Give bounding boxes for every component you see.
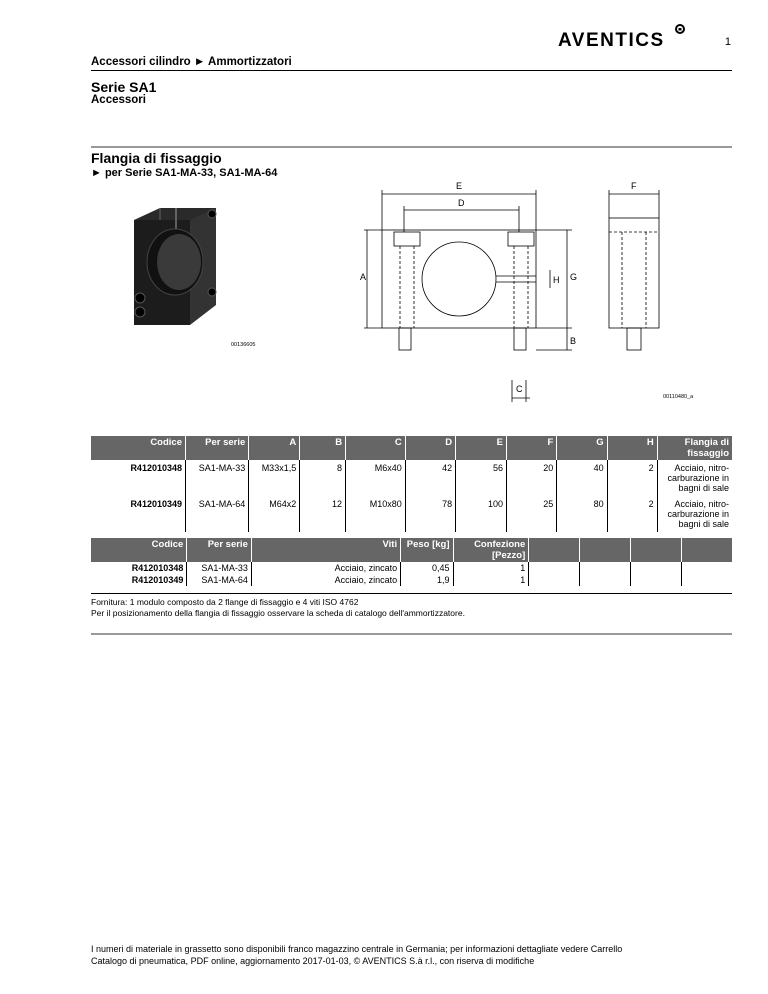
footer-line: I numeri di materiale in grassetto sono disponibili franco magazzino centrale in Germania; per informazioni dettagliate vedere Carrello [91,944,623,954]
section-divider [91,146,732,148]
dim-label-h: H [553,275,560,285]
col-header: B [300,436,346,460]
header-divider [91,70,732,71]
cell: 80 [557,496,607,532]
cell: 1 [453,562,529,574]
cell-code: R412010349 [130,499,182,509]
col-header: A [249,436,300,460]
col-header-empty [529,538,580,562]
col-header-empty [580,538,631,562]
cell: 2 [607,496,657,532]
weight-table [91,538,732,586]
cell: Acciaio, nitro-carburazione in bagni di sale [657,460,732,496]
series-subtitle: Accessori [91,94,146,106]
cell-empty [631,574,682,586]
col-header: Per serie [186,436,249,460]
cell: 56 [456,460,507,496]
col-header: Codice [91,436,186,460]
cell: 40 [557,460,607,496]
cell-empty [682,562,732,574]
table-header-row [91,538,732,562]
cell: SA1-MA-33 [187,562,252,574]
col-header: F [506,436,556,460]
cell: Acciaio, zincato [251,562,400,574]
cell: 12 [300,496,346,532]
cell: M64x2 [249,496,300,532]
aventics-logo-icon [558,24,686,50]
table-row [91,460,732,496]
col-header: D [405,436,455,460]
cell: 2 [607,460,657,496]
cell: 78 [405,496,455,532]
photo-code: 00136605 [231,342,256,348]
col-header: C [346,436,406,460]
brand-logo [558,24,686,55]
cell-empty [682,574,732,586]
page-number: 1 [724,36,731,48]
dimensions-table [91,436,732,532]
col-header: Per serie [187,538,252,562]
cell-empty [580,562,631,574]
cell-code: R412010348 [130,463,182,473]
table-header-row [91,436,732,460]
col-header: H [607,436,657,460]
cell: 100 [456,496,507,532]
section-end-divider [91,633,732,635]
cell-empty [580,574,631,586]
cell: 25 [506,496,556,532]
cell: Acciaio, nitro-carburazione in bagni di sale [657,496,732,532]
product-photo [120,200,230,335]
col-header: Viti [251,538,400,562]
cell-code: R412010348 [131,563,184,573]
dim-label-d: D [458,198,465,208]
col-header-empty [631,538,682,562]
dim-label-g: G [570,272,578,282]
cell: 42 [405,460,455,496]
section-title: Flangia di fissaggio [91,150,222,166]
series-title: Serie SA1 [91,79,157,95]
col-header: G [557,436,607,460]
cell: M6x40 [346,460,406,496]
col-header: Peso [kg] [401,538,453,562]
cell: SA1-MA-64 [186,496,249,532]
cell: SA1-MA-33 [186,460,249,496]
dim-label-a: A [360,272,367,282]
page-footer [91,943,622,967]
col-header: Codice [91,538,187,562]
dim-label-b: B [570,336,577,346]
cell: 8 [300,460,346,496]
note-line: Fornitura: 1 modulo composto da 2 flange di fissaggio e 4 viti ISO 4762 [91,597,359,607]
cell: 20 [506,460,556,496]
cell: Acciaio, zincato [251,574,400,586]
col-header: Flangia di fissaggio [657,436,732,460]
logo-text: AVENTICS [558,30,665,50]
col-header: E [456,436,507,460]
cell: 1,9 [401,574,453,586]
note-line: Per il posizionamento della flangia di fissaggio osservare la scheda di catalogo dell'ammortizzatore. [91,608,465,618]
section-subtitle: ► per Serie SA1-MA-33, SA1-MA-64 [91,167,278,179]
cell: M33x1,5 [249,460,300,496]
cell-empty [529,562,580,574]
delivery-notes [91,593,732,619]
dim-label-e: E [456,181,463,191]
cell: M10x80 [346,496,406,532]
cell-empty [631,562,682,574]
cell-code: R412010349 [131,575,184,585]
dim-label-c: C [516,384,523,394]
cell: SA1-MA-64 [187,574,252,586]
breadcrumb: Accessori cilindro ► Ammortizzatori [91,56,292,68]
col-header-empty [682,538,732,562]
cell: 0,45 [401,562,453,574]
table-row [91,496,732,532]
col-header: Confezione [Pezzo] [453,538,529,562]
dim-label-f: F [631,181,637,191]
table-row [91,574,732,586]
footer-line: Catalogo di pneumatica, PDF online, aggiornamento 2017-01-03, © AVENTICS S.à r.l., con riserva di modifiche [91,956,535,966]
cell: 1 [453,574,529,586]
table-row [91,562,732,574]
cell-empty [529,574,580,586]
technical-drawing [352,180,682,415]
drawing-code: 00110480_a [663,394,694,400]
